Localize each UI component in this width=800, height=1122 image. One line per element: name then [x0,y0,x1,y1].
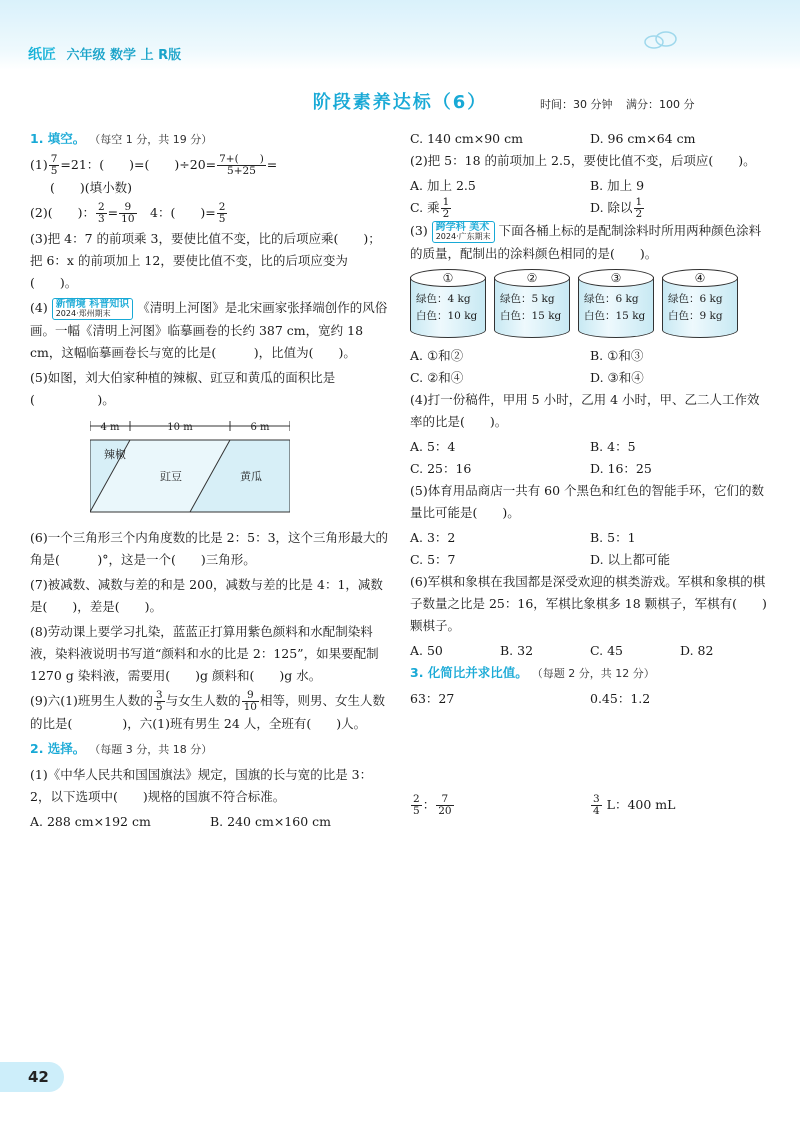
question-1-7: (7)被减数、减数与差的和是 200，减数与差的比是 4：1，减数是( )，差是( )。 [30,576,383,614]
dim-label-3: 6 m [250,421,270,433]
question-2-4: (4)打一份稿件，甲用 5 小时，乙用 4 小时，甲、乙二人工作效率的比是( )。 [410,391,760,429]
dim-label-1: 4 m [100,421,120,433]
brand-logo: 纸匠 [28,47,56,63]
q-text: =21：( )=( )÷20= [60,157,217,172]
option-d: D. 16：25 [590,460,652,476]
cloud-icon [642,30,682,50]
option-a: A. 50 [410,642,443,658]
section-2-title: 2. 选择。 [30,740,86,756]
calc-row-2 [410,794,770,817]
option-a: A. 5：4 [410,438,456,454]
option-b: B. 240 cm×160 cm [210,813,331,829]
question-1-3: (3)把 4：7 的前项乘 3，要使比值不变，比的后项应乘( )；把 6：x 的前项加上 12，要使比值不变，比的后项应变为( )。 [30,231,381,290]
exam-meta [540,96,705,112]
option-a: A. 加上 2.5 [410,178,476,193]
fraction: $\frac{7}{5}$ [50,153,58,177]
question-1-9 [30,690,390,735]
q-text: = [107,205,119,220]
q-text: 与女生人数的 [165,692,241,708]
q-text: 4：( )= [137,205,216,220]
question-2-2: (2)把 5：18 的前项加上 2.5，要使比值不变，后项应( )。 [410,153,756,168]
bucket-number: ② [494,269,570,287]
options [410,640,770,662]
section-3-note: （每题 2 分，共 12 分） [531,666,655,680]
fraction: $\frac{1}{2}$ [635,196,643,220]
bucket-white: 白色：15 kg [584,309,646,322]
bucket-3 [578,269,654,339]
option-b: B. 加上 9 [590,178,645,193]
fraction: $\frac{2}{5}$ [413,792,420,817]
bucket-white: 白色：9 kg [668,309,723,322]
bucket-green: 绿色：6 kg [584,292,639,305]
q-prefix: (4) [30,300,48,315]
bucket-green: 绿色：6 kg [668,292,723,305]
question-2-3 [410,220,770,265]
context-tag: 新情境 科普知识 2024·郑州期末 [52,298,133,320]
question-1-2 [30,202,390,225]
cowpea-label: 豇豆 [160,469,182,483]
bucket-2 [494,269,570,339]
bucket-1 [410,269,486,339]
options [410,175,770,220]
bucket-number: ④ [662,269,738,287]
options [410,345,770,389]
fraction: $\frac{7+( )}{5+25}$ [219,153,264,177]
left-column [30,128,390,833]
q-text: ( )(填小数) [50,180,133,195]
work-space [410,710,770,794]
question-1-4 [30,297,390,364]
paint-buckets [410,269,770,339]
question-1-8: (8)劳动课上要学习扎染，蓝蓝正打算用紫色颜料和水配制染料液，染料液说明书写道“颜料和水的比是 2：125”，如果要配制 1270 g 染料液，需要用( )g 颜料和( )g 水。 [30,623,379,683]
brand-text: 六年级 数学 上 R版 [66,48,182,63]
q-text: = [266,157,278,172]
options [30,811,390,833]
option-c: C. 25：16 [410,460,472,476]
q-text: 下面各桶上标的是配制涂料时所用两种颜色涂料的质量，配制出的涂料颜色相同的是( )。 [410,223,762,261]
section-3-heading [410,662,770,685]
option-d: D. 96 cm×64 cm [590,131,696,146]
option-d: D. ③和④ [590,369,644,385]
dim-label-2: 10 m [167,421,193,433]
fraction: $\frac{9}{10}$ [243,688,257,713]
option-c: C. 5：7 [410,551,456,567]
calc-4: $\frac{3}{4}$ L：400 mL [593,792,676,817]
q-prefix: (1) [30,157,48,172]
question-2-1: (1)《中华人民共和国国旗法》规定，国旗的长与宽的比是 3：2，以下选项中( )规格的国旗不符合标准。 [30,766,373,804]
section-1-title: 1. 填空。 [30,131,86,146]
option-b: B. 32 [500,642,534,658]
fraction: $\frac{3}{4}$ [593,792,600,817]
option-d: D. 以上都可能 [590,551,671,567]
fraction: $\frac{2}{3}$ [97,201,105,225]
calc-2: 0.45：1.2 [590,690,651,706]
options [410,436,770,480]
fraction: $\frac{3}{5}$ [155,688,163,713]
time-limit: 时间：30 分钟 [540,98,613,111]
calc-3: $\frac{2}{5}$ ： $\frac{7}{20}$ [413,792,452,817]
fraction: $\frac{2}{5}$ [218,201,226,225]
question-1-6: (6)一个三角形三个内角度数的比是 2：5：3，这个三角形最大的角是( )°，这是一个( )三角形。 [30,529,389,567]
fraction: $\frac{1}{2}$ [442,196,450,220]
bucket-white: 白色：10 kg [416,309,478,322]
bucket-white: 白色：15 kg [500,309,562,322]
question-1-5: (5)如图，刘大伯家种植的辣椒、豇豆和黄瓜的面积比是( )。 [30,369,336,407]
option-d: D. 82 [680,642,714,658]
section-2-note: （每题 3 分，共 18 分） [89,742,213,756]
full-score: 满分：100 分 [626,98,695,111]
question-2-5: (5)体育用品商店一共有 60 个黑色和红色的智能手环，它们的数量比可能是( )。 [410,482,765,520]
bucket-number: ① [410,269,486,287]
q-text: 《清明上河图》是北宋画家张择端创作的风俗画。一幅《清明上河图》临摹画卷的长约 387 cm，宽约 18 cm，这幅临摹画卷长与宽的比是( )，比值为( )。 [30,300,388,360]
option-c: C. 140 cm×90 cm [410,131,523,146]
question-1-1 [30,154,390,199]
section-3-title: 3. 化简比并求比值。 [410,664,528,680]
bucket-4 [662,269,738,339]
cucumber-label: 黄瓜 [240,469,262,483]
context-tag: 跨学科 美术 2024·广东期末 [432,221,495,243]
page-number: 42 [0,1062,64,1092]
right-column [410,128,770,817]
q-text: 相等，则男、女生人数的比是( )，六(1)班有男生 24 人，全班有( )人。 [30,692,386,731]
option-c: C. ②和④ [410,369,464,385]
options [410,128,770,150]
brand [28,44,181,64]
option-a: A. ①和② [410,347,464,363]
section-1-note: （每空 1 分，共 19 分） [89,133,213,146]
fraction: $\frac{7}{20}$ [438,792,452,817]
q-text: (2)( )： [30,205,95,220]
q-prefix: (3) [410,223,428,238]
field-diagram [90,418,290,514]
bucket-green: 绿色：4 kg [416,292,471,305]
section-1-heading [30,128,390,151]
option-c: C. 乘 $\frac{1}{2}$ [410,196,450,220]
option-c: C. 45 [590,642,623,658]
bucket-number: ③ [578,269,654,287]
calc-1: 63：27 [410,690,455,706]
option-a: A. 3：2 [410,529,456,545]
pepper-label: 辣椒 [104,447,126,461]
option-b: B. 5：1 [590,529,636,545]
q-text: (9)六(1)班男生人数的 [30,692,153,708]
option-b: B. ①和③ [590,347,644,363]
option-a: A. 288 cm×192 cm [30,813,151,829]
calc-row-1 [410,688,770,710]
fraction: $\frac{9}{10}$ [121,201,135,225]
section-2-heading [30,738,390,761]
question-2-6: (6)军棋和象棋在我国都是深受欢迎的棋类游戏。军棋和象棋的棋子数量之比是 25：16，军棋比象棋多 18 颗棋子，军棋有( )颗棋子。 [410,573,767,633]
options [410,527,770,571]
option-b: B. 4：5 [590,438,636,454]
page-title: 阶段素养达标（6） [312,92,488,113]
bucket-green: 绿色：5 kg [500,292,555,305]
option-d: D. 除以 $\frac{1}{2}$ [590,196,643,220]
